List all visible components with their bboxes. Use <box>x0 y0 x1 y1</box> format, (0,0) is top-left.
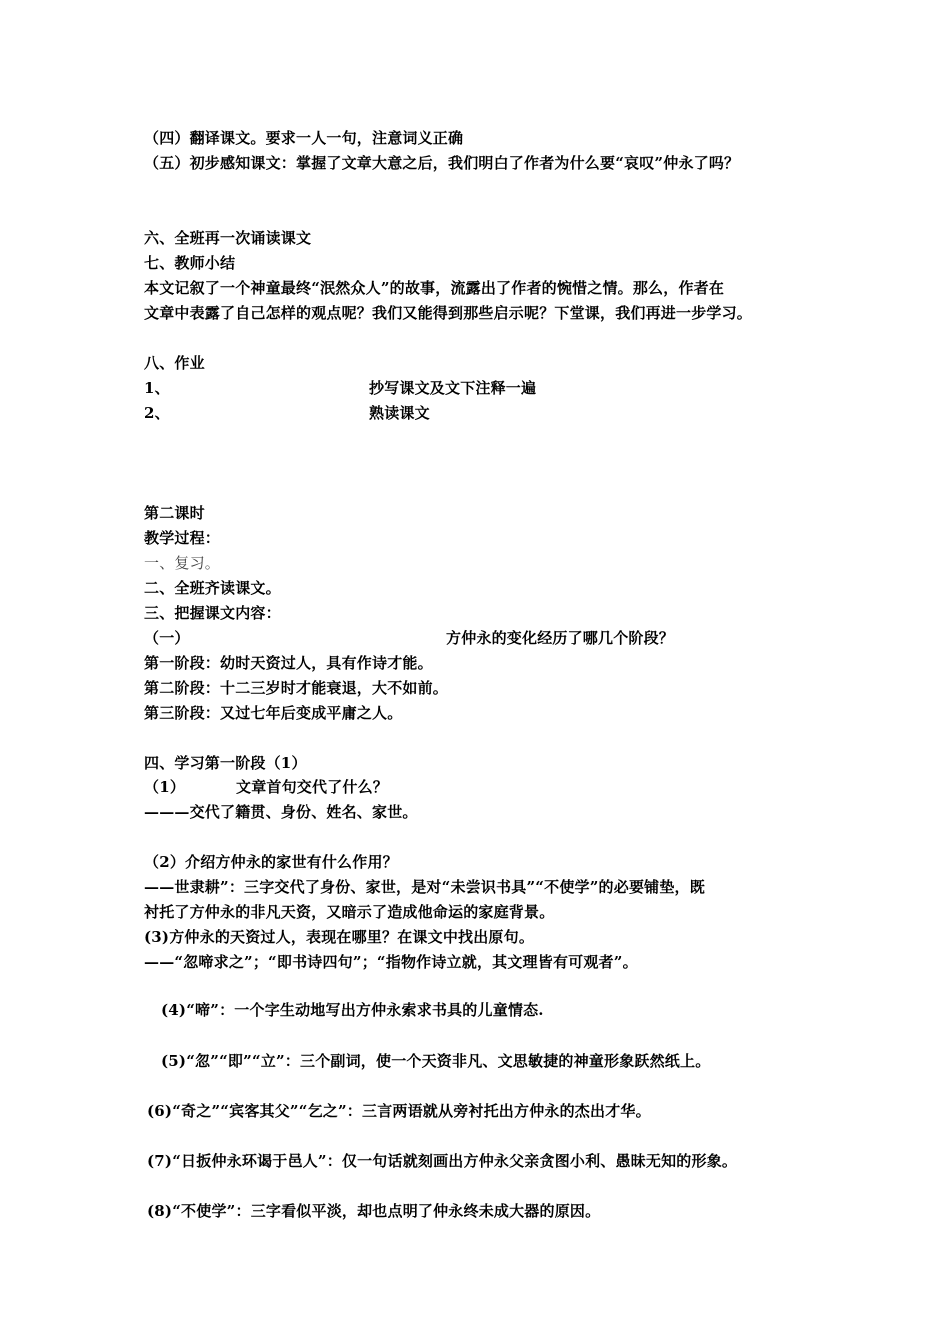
analysis-two: （2）介绍方仲永的家世有什么作用？ <box>144 853 398 871</box>
analysis-six: (6)“奇之”“宾客其父”“乞之”：三言两语就从旁衬托出方仲永的杰出才华。 <box>147 1102 651 1120</box>
homework-item-1 <box>144 378 537 398</box>
question-one <box>144 628 675 648</box>
analysis-question: 文章首句交代了什么？ <box>236 778 389 796</box>
homework-text: 抄写课文及文下注释一遍 <box>369 379 537 397</box>
question-number: （一） <box>144 629 190 647</box>
analysis-four: (4)“啼”：一个字生动地写出方仲永索求书具的儿童情态. <box>161 1001 544 1019</box>
homework-number: 2、 <box>144 404 170 422</box>
homework-number: 1、 <box>144 379 170 397</box>
lesson-two-title: 第二课时 <box>144 504 205 522</box>
stage-two: 第二阶段：十二三岁时才能衰退，大不如前。 <box>144 679 449 697</box>
homework-text: 熟读课文 <box>369 404 430 422</box>
item-four-translate: （四）翻译课文。要求一人一句，注意词义正确 <box>144 129 464 147</box>
analysis-one <box>144 777 389 797</box>
section-eight-heading: 八、作业 <box>144 354 205 372</box>
homework-item-2 <box>144 403 430 423</box>
summary-line-2: 文章中表露了自己怎样的观点呢？我们又能得到那些启示呢？下堂课，我们再进一步学习。 <box>144 304 753 322</box>
analysis-five: (5)“忽”“即”“立”：三个副词，使一个天资非凡、文思敏捷的神童形象跃然纸上。 <box>161 1052 711 1070</box>
section-six-heading: 六、全班再一次诵读课文 <box>144 229 312 247</box>
stage-three: 第三阶段：又过七年后变成平庸之人。 <box>144 704 403 722</box>
review-step: 一、复习。 <box>144 554 221 572</box>
teaching-process-label: 教学过程： <box>144 529 221 547</box>
section-seven-heading: 七、教师小结 <box>144 254 236 272</box>
item-five-perceive: （五）初步感知课文：掌握了文章大意之后，我们明白了作者为什么要“哀叹”仲永了吗？ <box>144 154 740 172</box>
analysis-three-answer: ——“忽啼求之”；“即书诗四句”；“指物作诗立就，其文理皆有可观者”。 <box>144 953 638 971</box>
analysis-two-answer-line-1: ——世隶耕”：三字交代了身份、家世，是对“未尝识书具”“不使学”的必要铺垫，既 <box>144 878 705 896</box>
analysis-number: （1） <box>144 778 186 796</box>
question-text: 方仲永的变化经历了哪几个阶段？ <box>446 629 675 647</box>
analysis-eight: (8)“不使学”：三字看似平淡，却也点明了仲永终未成大器的原因。 <box>147 1202 601 1220</box>
section-four-heading: 四、学习第一阶段（1） <box>144 754 307 772</box>
analysis-seven: (7)“日扳仲永环谒于邑人”：仅一句话就刻画出方仲永父亲贪图小利、愚昧无知的形象。 <box>147 1152 738 1170</box>
analysis-two-answer-line-2: 衬托了方仲永的非凡天资，又暗示了造成他命运的家庭背景。 <box>144 903 555 921</box>
grasp-content-step: 三、把握课文内容： <box>144 604 281 622</box>
stage-one: 第一阶段：幼时天资过人，具有作诗才能。 <box>144 654 433 672</box>
read-aloud-step: 二、全班齐读课文。 <box>144 579 281 597</box>
analysis-one-answer: ———交代了籍贯、身份、姓名、家世。 <box>144 803 418 821</box>
summary-line-1: 本文记叙了一个神童最终“泯然众人”的故事，流露出了作者的惋惜之情。那么，作者在 <box>144 279 725 297</box>
analysis-three: (3)方仲永的天资过人，表现在哪里？在课文中找出原句。 <box>144 928 535 946</box>
